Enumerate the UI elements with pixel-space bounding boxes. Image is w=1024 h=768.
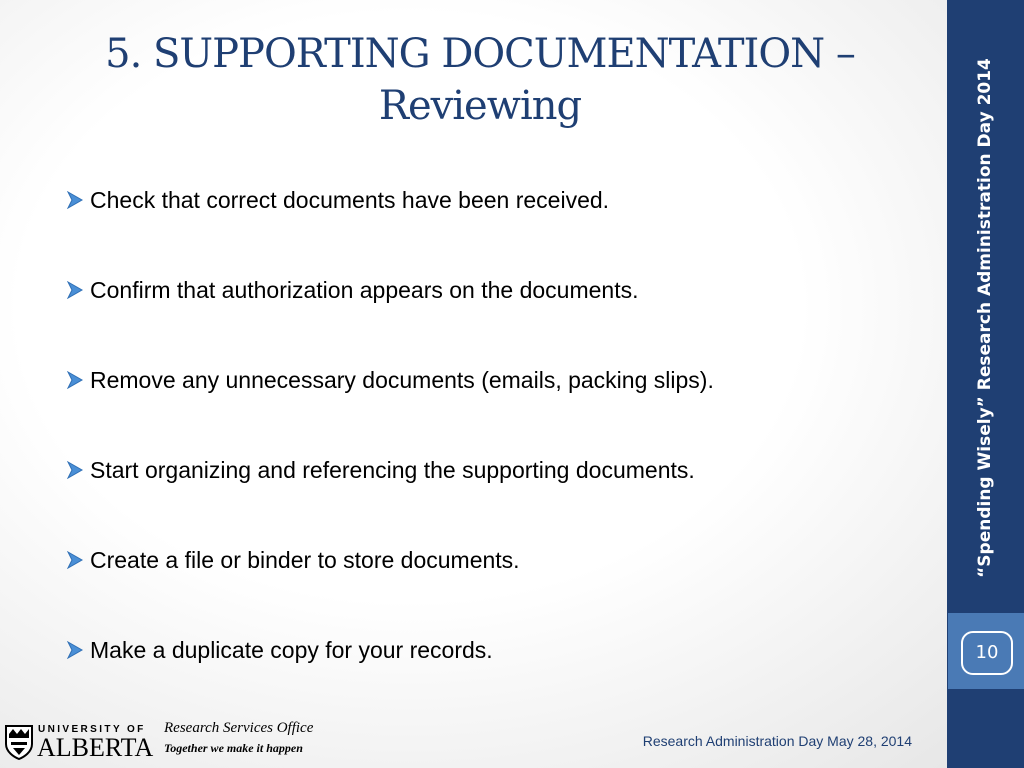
bullet-item — [66, 448, 936, 538]
bullet-text: Start organizing and referencing the supporting documents. — [90, 457, 695, 483]
university-name-top: UNIVERSITY OF — [38, 724, 146, 735]
page-number: 10 — [975, 642, 999, 663]
office-tagline: Together we make it happen — [164, 741, 303, 755]
bullet-list — [66, 178, 936, 718]
bullet-item — [66, 538, 936, 628]
university-name-bottom: ALBERTA — [37, 733, 154, 762]
bullet-text: Check that correct documents have been received. — [90, 187, 610, 213]
bullet-text: Create a file or binder to store documents. — [90, 547, 520, 573]
slide-title — [40, 28, 920, 132]
university-crest-icon — [4, 724, 34, 760]
bullet-text: Make a duplicate copy for your records. — [90, 637, 493, 663]
arrow-bullet-icon — [66, 178, 90, 209]
bullet-item — [66, 628, 936, 718]
arrow-bullet-icon — [66, 268, 90, 299]
arrow-bullet-icon — [66, 358, 90, 389]
bullet-text: Remove any unnecessary documents (emails, packing slips). — [90, 367, 714, 393]
office-name: Research Services Office — [164, 720, 314, 736]
bullet-item — [66, 178, 936, 268]
arrow-bullet-icon — [66, 448, 90, 479]
university-logo — [4, 722, 154, 764]
arrow-bullet-icon — [66, 628, 90, 659]
arrow-bullet-icon — [66, 538, 90, 569]
slide-title-line1: 5. SUPPORTING DOCUMENTATION – — [105, 31, 855, 77]
bullet-item — [66, 268, 936, 358]
slide-title-line2: Reviewing — [378, 83, 582, 129]
side-banner-text: “Spending Wisely” Research Administration Day 2014 — [975, 58, 995, 578]
footer-event-date: Research Administration Day May 28, 2014 — [642, 733, 912, 749]
bullet-text: Confirm that authorization appears on the documents. — [90, 277, 639, 303]
bullet-item — [66, 358, 936, 448]
